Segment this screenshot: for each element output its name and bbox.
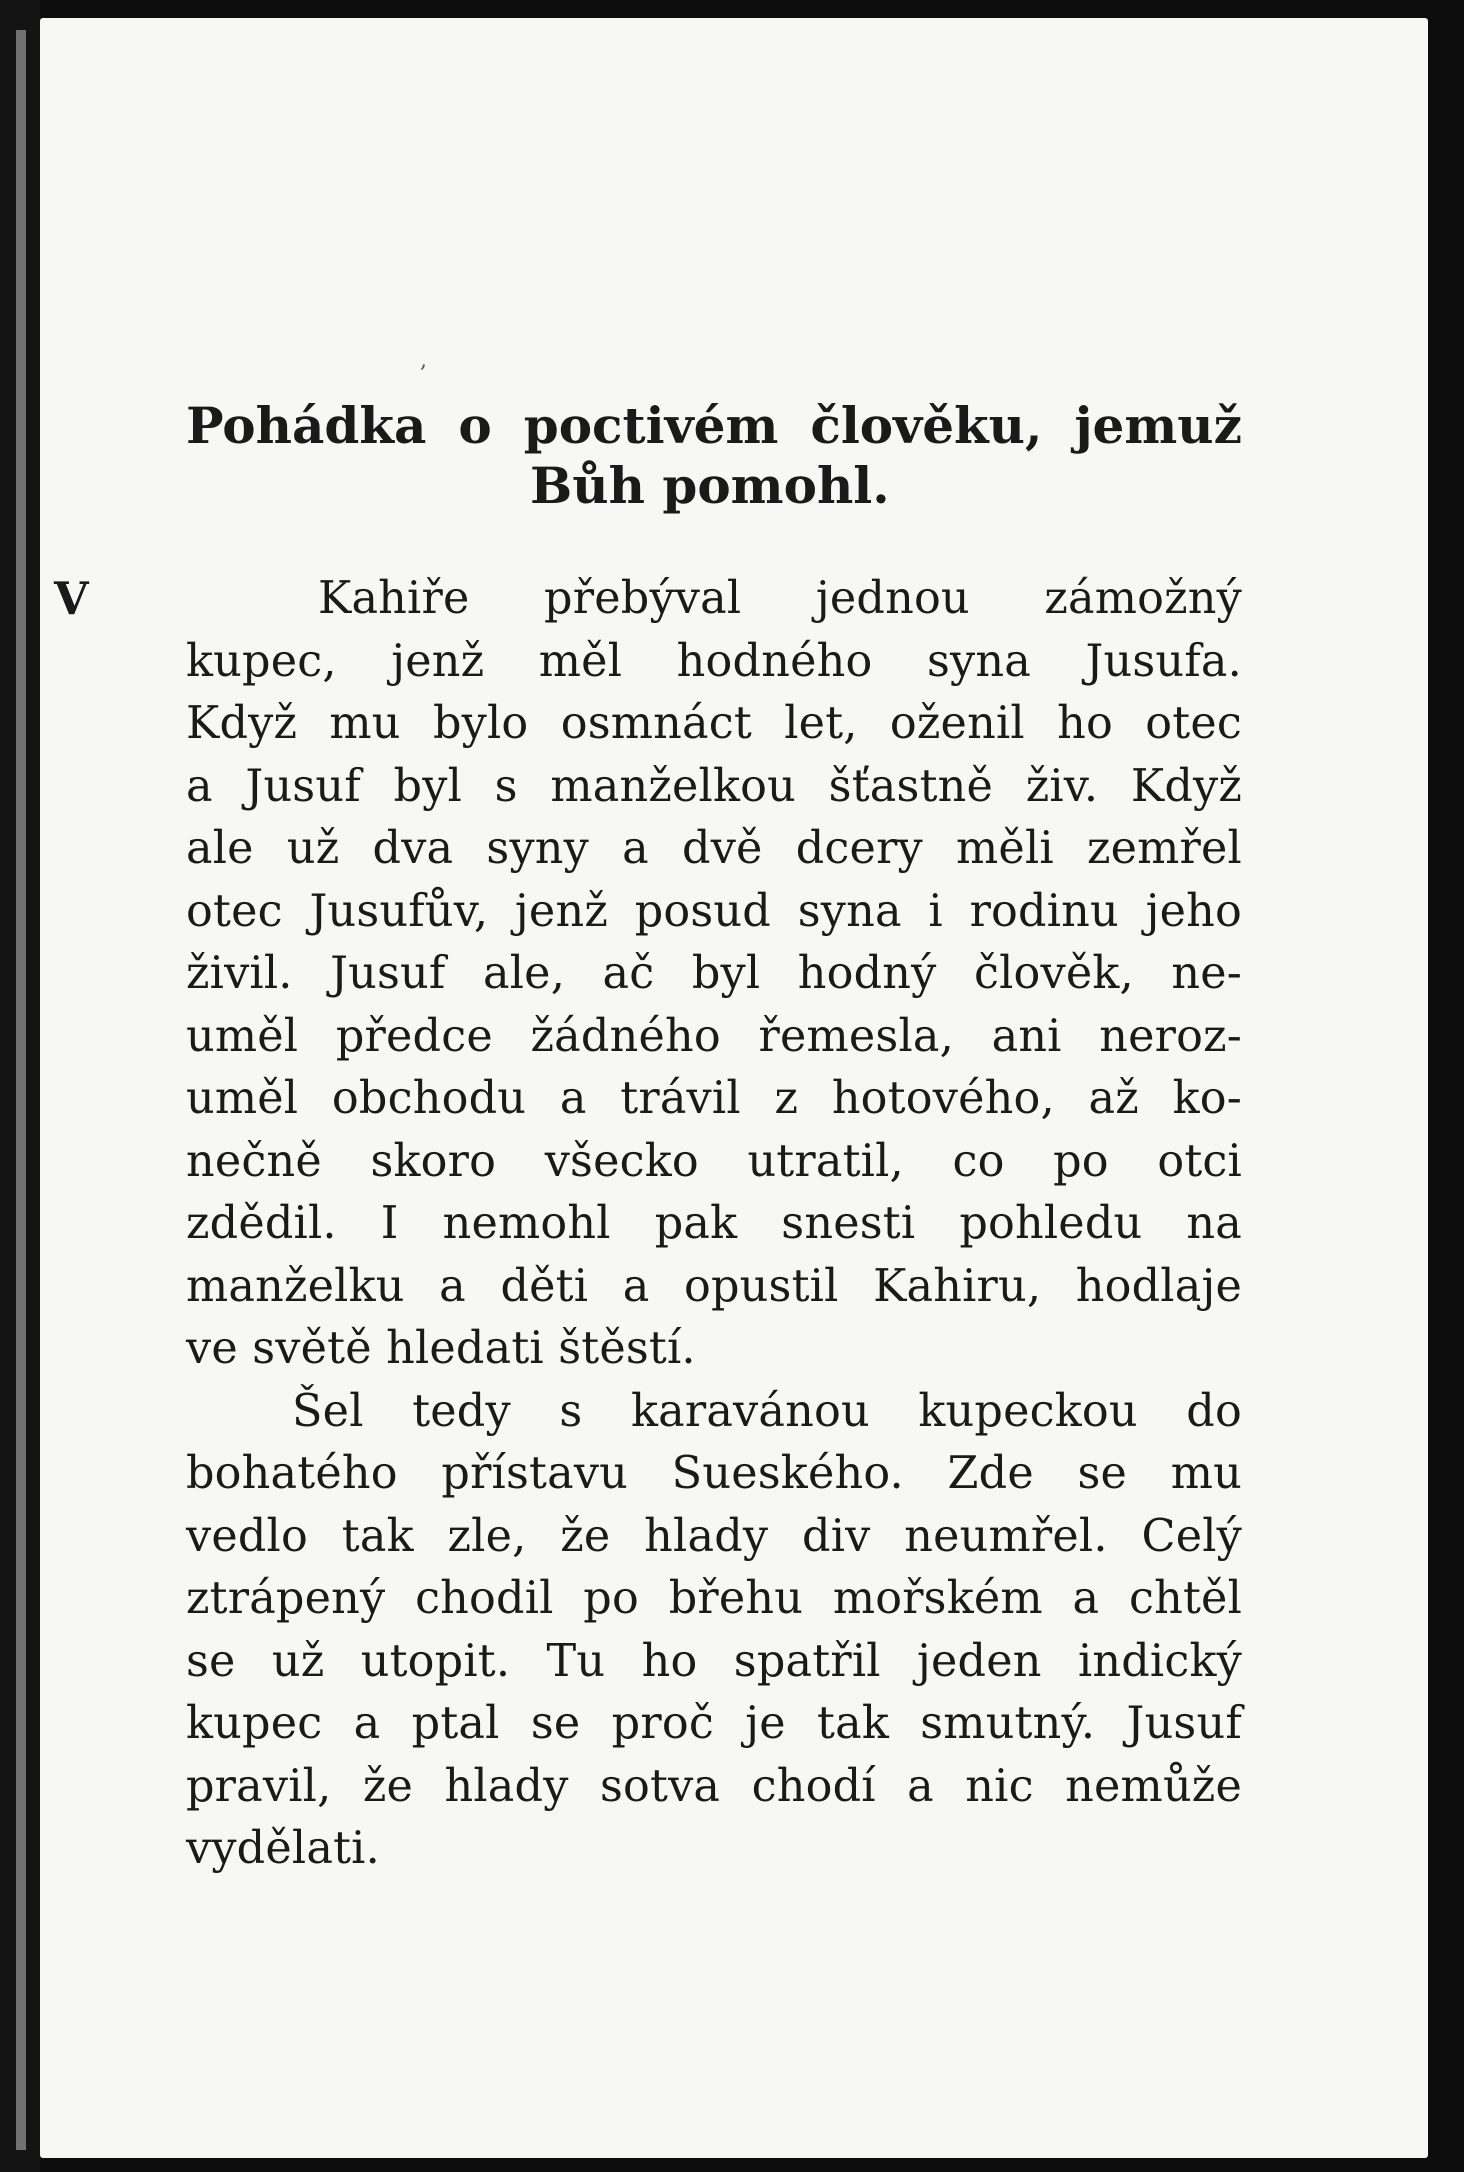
paragraph-line: vydělati.	[186, 1823, 380, 1874]
paragraph-1	[54, 568, 1242, 1381]
paragraph-line: Když mu bylo osmnáct let, oženil ho otec	[186, 698, 1242, 749]
page-text-block	[54, 396, 1242, 1881]
paragraph-line: ztrápený chodil po břehu mořském a chtěl	[186, 1573, 1242, 1624]
paragraph-line: a Jusuf byl s manželkou šťastně živ. Když	[186, 760, 1242, 812]
paragraph-line: V Kahiře přebýval jednou zámožný	[186, 568, 1242, 631]
paragraph-line: kupec a ptal se proč je tak smutný. Jusuf	[186, 1698, 1242, 1749]
paragraph-line: živil. Jusuf ale, ač byl hodný člověk, ne-	[186, 948, 1242, 999]
paragraph-line: uměl předce žádného řemesla, ani neroz-	[186, 1010, 1242, 1062]
paragraph-line: pravil, že hlady sotva chodí a nic nemůže	[186, 1760, 1242, 1812]
paragraph-line: ale už dva syny a dvě dcery měli zemřel	[186, 823, 1242, 874]
paragraph-2	[186, 1381, 1242, 1881]
book-page	[40, 18, 1428, 2158]
paragraph-line: Šel tedy s karavánou kupeckou do	[292, 1385, 1242, 1437]
paragraph-line: zdědil. I nemohl pak snesti pohledu na	[186, 1198, 1242, 1249]
story-title-line-2: Bůh pomohl.	[530, 456, 890, 515]
paragraph-line: bohatého přístavu Sueského. Zde se mu	[186, 1448, 1242, 1499]
paragraph-line: kupec, jenž měl hodného syna Jusufa.	[186, 635, 1242, 687]
paragraph-line: otec Jusufův, jenž posud syna i rodinu jeho	[186, 885, 1242, 937]
paragraph-line: ve světě hledati štěstí.	[186, 1323, 696, 1374]
story-title-line-1: Pohádka o poctivém člověku, jemuž	[186, 396, 1242, 455]
page-edge-strip	[16, 30, 26, 2150]
paragraph-line: uměl obchodu a trávil z hotového, až ko-	[186, 1073, 1242, 1124]
drop-capital: V	[54, 573, 89, 625]
print-speck: ,	[420, 348, 427, 373]
paragraph-line: nečně skoro všecko utratil, co po otci	[186, 1135, 1242, 1187]
paragraph-line: vedlo tak zle, že hlady div neumřel. Celý	[186, 1510, 1242, 1562]
story-title	[186, 396, 1242, 516]
paragraph-line: se už utopit. Tu ho spatřil jeden indický	[186, 1635, 1242, 1687]
paragraph-line: manželku a děti a opustil Kahiru, hodlaje	[186, 1260, 1242, 1312]
